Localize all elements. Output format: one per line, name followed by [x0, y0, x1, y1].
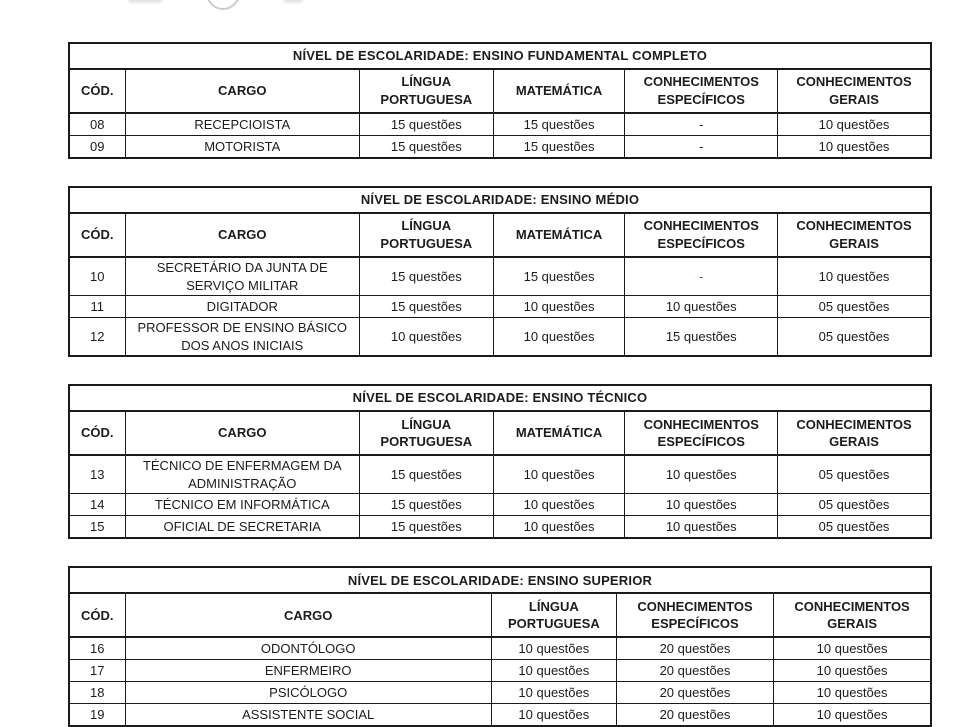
cell-value: 05 questões [778, 494, 931, 516]
table-title: NÍVEL DE ESCOLARIDADE: ENSINO TÉCNICO [69, 385, 931, 411]
cell-value: 10 questões [778, 113, 931, 136]
cropped-logo-remnant [0, 0, 976, 12]
cell-cargo: OFICIAL DE SECRETARIA [125, 516, 359, 539]
cell-cargo: TÉCNICO EM INFORMÁTICA [125, 494, 359, 516]
column-header: LÍNGUA PORTUGUESA [359, 69, 493, 113]
cell-cod: 14 [69, 494, 125, 516]
cell-cod: 08 [69, 113, 125, 136]
cell-cod: 12 [69, 318, 125, 357]
cell-value: 10 questões [774, 637, 931, 660]
cell-cod: 09 [69, 136, 125, 159]
table-row [69, 516, 931, 539]
table-row [69, 318, 931, 357]
cell-cod: 17 [69, 660, 125, 682]
cell-cargo: SECRETÁRIO DA JUNTA DE SERVIÇO MILITAR [125, 257, 359, 296]
column-header: CONHECIMENTOS ESPECÍFICOS [616, 593, 773, 637]
cell-cargo: ASSISTENTE SOCIAL [125, 704, 491, 727]
table-title: NÍVEL DE ESCOLARIDADE: ENSINO SUPERIOR [69, 567, 931, 593]
cell-value: 10 questões [774, 704, 931, 727]
logo-arc-icon [206, 0, 240, 10]
cell-cod: 15 [69, 516, 125, 539]
column-header: CÓD. [69, 69, 125, 113]
cell-cargo: TÉCNICO DE ENFERMAGEM DA ADMINISTRAÇÃO [125, 455, 359, 494]
column-header: CONHECIMENTOS GERAIS [778, 213, 931, 257]
cell-value: 10 questões [625, 516, 778, 539]
cell-value: 10 questões [774, 660, 931, 682]
column-header: MATEMÁTICA [493, 411, 625, 455]
cell-cargo: DIGITADOR [125, 296, 359, 318]
cell-value: 10 questões [493, 296, 625, 318]
cell-cod: 13 [69, 455, 125, 494]
column-header: LÍNGUA PORTUGUESA [359, 411, 493, 455]
table-row [69, 704, 931, 727]
cell-value: 15 questões [359, 494, 493, 516]
cell-value: 05 questões [778, 296, 931, 318]
column-header: CARGO [125, 69, 359, 113]
cell-value: 05 questões [778, 516, 931, 539]
cell-value: 10 questões [493, 455, 625, 494]
score-table-1 [68, 186, 932, 357]
cell-value: 20 questões [616, 660, 773, 682]
cell-value: 10 questões [491, 637, 616, 660]
cell-cod: 10 [69, 257, 125, 296]
column-header: CONHECIMENTOS ESPECÍFICOS [625, 411, 778, 455]
cell-value: 15 questões [359, 136, 493, 159]
table-row [69, 455, 931, 494]
table-row [69, 682, 931, 704]
cell-cargo: MOTORISTA [125, 136, 359, 159]
table-row [69, 660, 931, 682]
cell-cargo: ODONTÓLOGO [125, 637, 491, 660]
cell-cargo: PSICÓLOGO [125, 682, 491, 704]
cell-value: - [625, 257, 778, 296]
column-header: CARGO [125, 213, 359, 257]
score-table-3 [68, 566, 932, 727]
cell-value: 15 questões [359, 257, 493, 296]
cell-cod: 18 [69, 682, 125, 704]
column-header: CÓD. [69, 411, 125, 455]
cell-value: 15 questões [493, 136, 625, 159]
table-row [69, 296, 931, 318]
cell-value: 05 questões [778, 318, 931, 357]
cell-value: 15 questões [625, 318, 778, 357]
cell-cargo: ENFERMEIRO [125, 660, 491, 682]
cell-value: 10 questões [359, 318, 493, 357]
column-header: CÓD. [69, 593, 125, 637]
cell-value: 15 questões [359, 516, 493, 539]
column-header: CONHECIMENTOS GERAIS [778, 411, 931, 455]
cell-cod: 16 [69, 637, 125, 660]
cell-value: 20 questões [616, 682, 773, 704]
cell-cargo: RECEPCIOISTA [125, 113, 359, 136]
column-header: LÍNGUA PORTUGUESA [359, 213, 493, 257]
cell-value: 10 questões [778, 136, 931, 159]
cell-value: 20 questões [616, 704, 773, 727]
column-header: LÍNGUA PORTUGUESA [491, 593, 616, 637]
column-header: CONHECIMENTOS ESPECÍFICOS [625, 213, 778, 257]
column-header: CÓD. [69, 213, 125, 257]
cell-value: 15 questões [359, 455, 493, 494]
cell-value: 10 questões [491, 660, 616, 682]
table-row [69, 113, 931, 136]
cell-value: 10 questões [493, 494, 625, 516]
logo-smudge-right-icon [283, 0, 303, 3]
score-table-2 [68, 384, 932, 539]
cell-value: 10 questões [625, 455, 778, 494]
cell-cargo: PROFESSOR DE ENSINO BÁSICO DOS ANOS INICIAIS [125, 318, 359, 357]
cell-value: 15 questões [493, 113, 625, 136]
cell-value: 10 questões [491, 704, 616, 727]
cell-value: 05 questões [778, 455, 931, 494]
cell-value: 10 questões [493, 516, 625, 539]
score-table-0 [68, 42, 932, 159]
column-header: CONHECIMENTOS ESPECÍFICOS [625, 69, 778, 113]
column-header: CONHECIMENTOS GERAIS [778, 69, 931, 113]
column-header: CARGO [125, 593, 491, 637]
column-header: CONHECIMENTOS GERAIS [774, 593, 931, 637]
cell-value: 10 questões [625, 296, 778, 318]
table-row [69, 257, 931, 296]
column-header: MATEMÁTICA [493, 69, 625, 113]
table-title: NÍVEL DE ESCOLARIDADE: ENSINO FUNDAMENTAL COMPLETO [69, 43, 931, 69]
cell-value: 10 questões [778, 257, 931, 296]
cell-cod: 11 [69, 296, 125, 318]
column-header: CARGO [125, 411, 359, 455]
table-row [69, 494, 931, 516]
cell-value: 15 questões [493, 257, 625, 296]
column-header: MATEMÁTICA [493, 213, 625, 257]
cell-value: 15 questões [359, 296, 493, 318]
cell-value: - [625, 136, 778, 159]
cell-value: 20 questões [616, 637, 773, 660]
table-row [69, 637, 931, 660]
cell-value: - [625, 113, 778, 136]
table-title: NÍVEL DE ESCOLARIDADE: ENSINO MÉDIO [69, 187, 931, 213]
cell-value: 10 questões [774, 682, 931, 704]
cell-value: 10 questões [491, 682, 616, 704]
cell-cod: 19 [69, 704, 125, 727]
cell-value: 15 questões [359, 113, 493, 136]
exam-tables-container [68, 42, 932, 727]
table-row [69, 136, 931, 159]
cell-value: 10 questões [493, 318, 625, 357]
cell-value: 10 questões [625, 494, 778, 516]
logo-smudge-left-icon [128, 0, 162, 3]
